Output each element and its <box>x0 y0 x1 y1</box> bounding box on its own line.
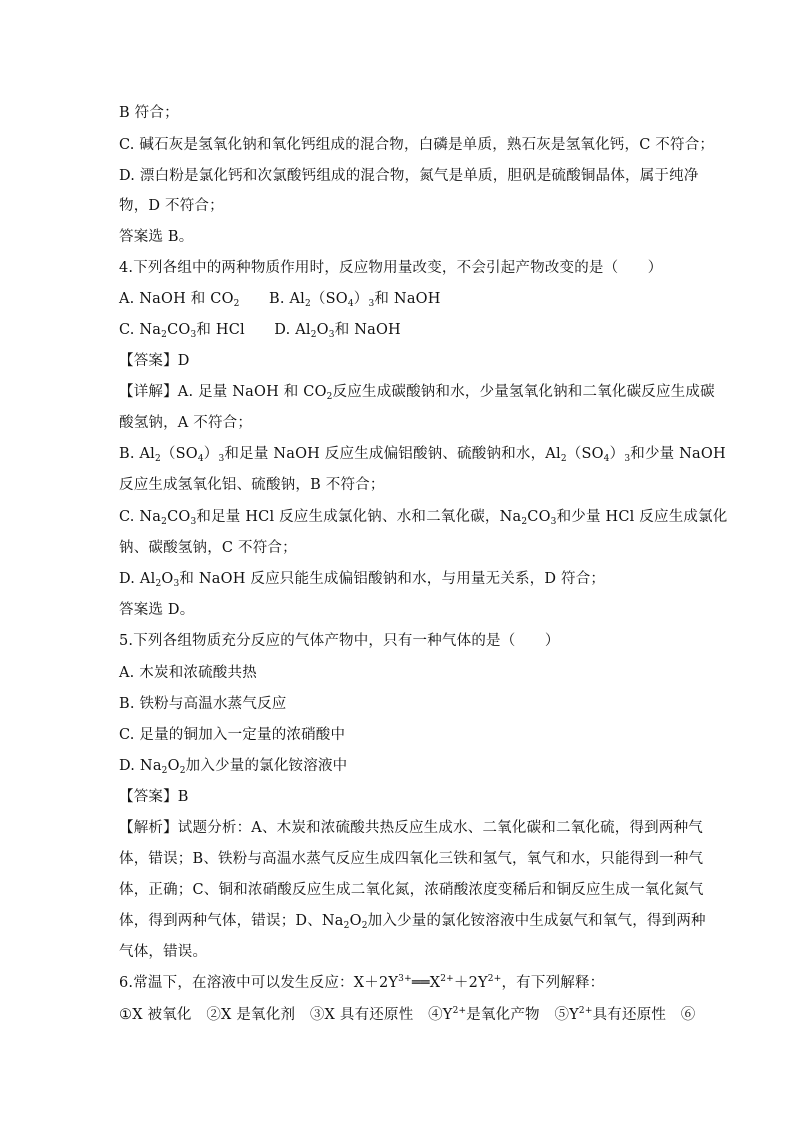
text-line: ①X 被氧化 ②X 是氧化剂 ③X 具有还原性 $④Y^{2+}$是氧化产物 $⑤Y^{2+}$具有还原性 ⑥ <box>119 1006 696 1023</box>
text-line: A. 木炭和浓硫酸共热 <box>119 665 257 681</box>
text-line: 钠、碳酸氢钠，C 不符合； <box>119 540 297 556</box>
text-line: 【答案】B <box>119 789 189 805</box>
text-line: 酸氢钠，A 不符合； <box>119 415 253 431</box>
text-line: 答案选 B。 <box>119 229 194 245</box>
text-line: D. $Al_2O_3$和 NaOH 反应只能生成偏铝酸钠和水，与用量无关系，D 符合； <box>119 571 606 589</box>
text-line: 反应生成氢氧化铝、硫酸钠，B 不符合； <box>119 477 385 493</box>
text-line: 【解析】试题分析：A、木炭和浓硫酸共热反应生成水、二氧化碳和二氧化硫，得到两种气 <box>119 820 703 836</box>
text-line: 体，错误；B、铁粉与高温水蒸气反应生成四氧化三铁和氢气，氧气和水，只能得到一种气 <box>119 851 704 867</box>
text-line: 【详解】A. 足量 NaOH 和 $CO_2$反应生成碳酸钠和水，少量氢氧化钠和二氧化碳反应生成碳 <box>119 384 715 402</box>
text-line: B. 铁粉与高温水蒸气反应 <box>119 696 287 712</box>
text-line: 5.下列各组物质充分反应的气体产物中，只有一种气体的是（ ） <box>119 633 560 649</box>
text-line: C. 足量的铜加入一定量的浓硝酸中 <box>119 727 346 743</box>
text-line: C. 碱石灰是氢氧化钠和氧化钙组成的混合物，白磷是单质，熟石灰是氢氧化钙，C 不符合； <box>119 137 715 153</box>
text-line: B. $Al_2(SO_4)_3$和足量 NaOH 反应生成偏铝酸钠、硫酸钠和水，$Al_2(SO_4)_3$和少量 NaOH <box>119 446 726 464</box>
text-line: 体，得到两种气体，错误；D、$Na_2O_2$加入少量的氯化铵溶液中生成氨气和氧气，得到两种 <box>119 913 706 931</box>
text-line: 答案选 D。 <box>119 602 195 618</box>
text-line: B 符合； <box>119 105 179 121</box>
text-line: D. $Na_2O_2$加入少量的氯化铵溶液中 <box>119 758 348 776</box>
text-line: 6.常温下，在溶液中可以发生反应：$X+2Y^{3+}══X^{2+}+2Y^{2+}$，有下列解释： <box>119 974 605 991</box>
text-line: 体，正确；C、铜和浓硝酸反应生成二氧化氮，浓硝酸浓度变稀后和铜反应生成一氧化氮气 <box>119 882 704 898</box>
text-line: 【答案】D <box>119 353 190 369</box>
text-line: 物，D 不符合； <box>119 198 224 214</box>
text-line: D. 漂白粉是氯化钙和次氯酸钙组成的混合物，氮气是单质，胆矾是硫酸铜晶体，属于纯净 <box>119 168 699 184</box>
text-line: 4.下列各组中的两种物质作用时，反应物用量改变，不会引起产物改变的是（ ） <box>119 260 663 276</box>
text-line: 气体，错误。 <box>119 944 208 960</box>
text-line: A. NaOH 和 $CO_2$ B. $Al_2(SO_4)_3$和 NaOH <box>119 291 441 309</box>
text-line: C. $Na_2CO_3$和 HCl D. $Al_2O_3$和 NaOH <box>119 322 401 340</box>
text-line: C. $Na_2CO_3$和足量 HCl 反应生成氯化钠、水和二氧化碳，$Na_2CO_3$和少量 HCl 反应生成氯化 <box>119 509 728 527</box>
